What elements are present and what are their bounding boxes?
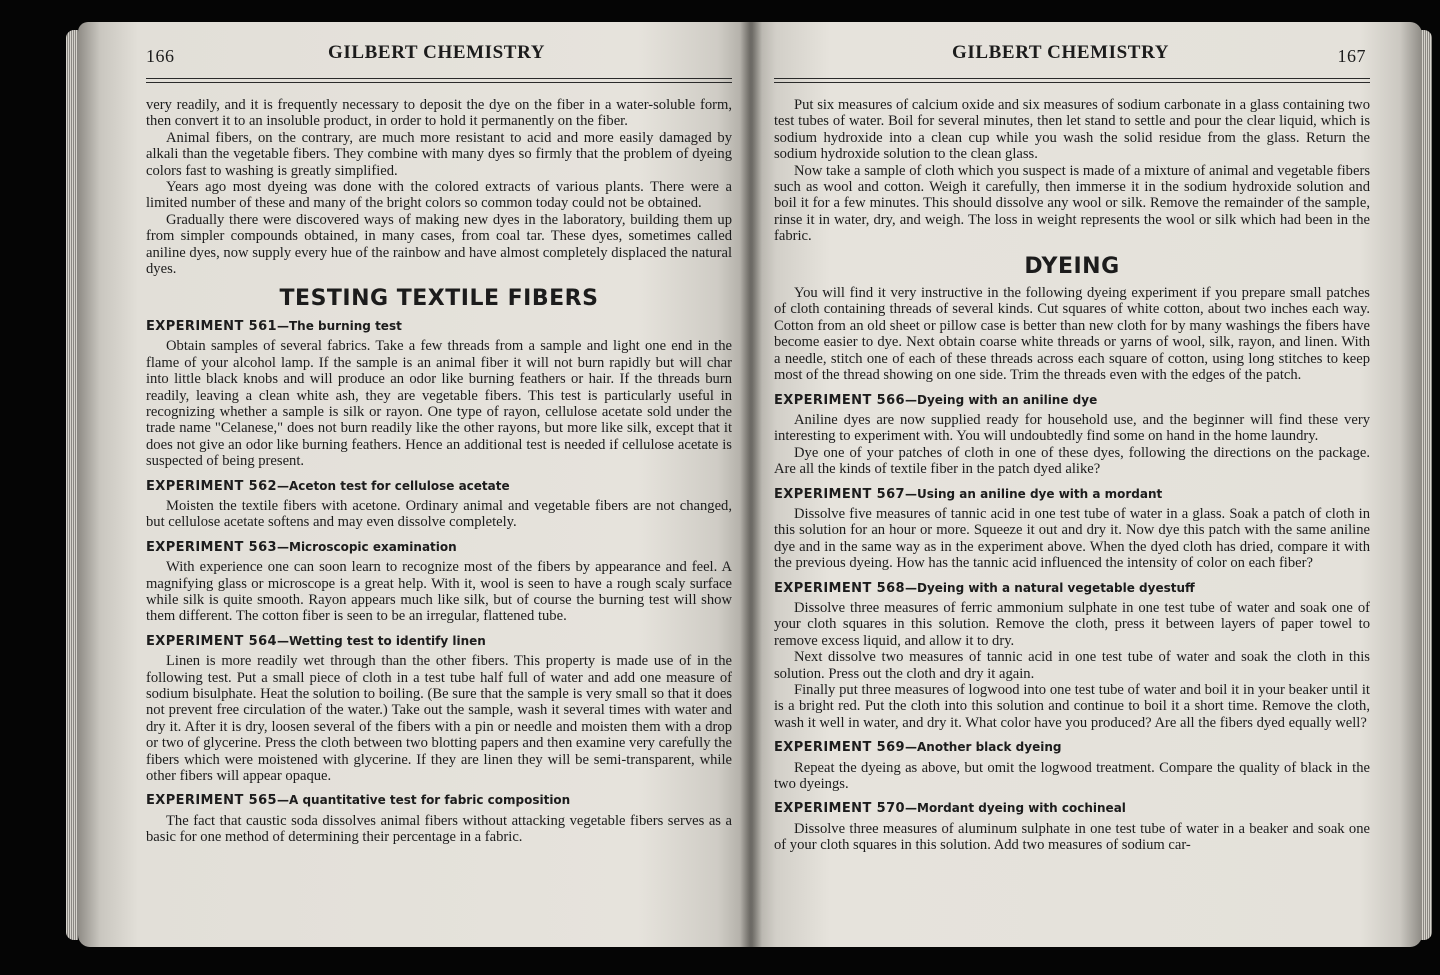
page-number: 167 <box>1337 46 1366 66</box>
experiment-heading: EXPERIMENT 567—Using an aniline dye with a mordant <box>774 486 1163 502</box>
paragraph: very readily, and it is frequently necessary to deposit the dye on the fiber in a water-soluble form, then convert it to an insoluble product, in order to hold it permanently on the fiber. <box>146 97 732 130</box>
paragraph: Moisten the textile fibers with acetone. Ordinary animal and vegetable fibers are not changed, but cellulose acetate softens and may even dissolve completely. <box>146 497 732 531</box>
paragraph: Years ago most dyeing was done with the colored extracts of various plants. There were a limited number of these and many of the bright colors so common today could not be obtained. <box>146 179 732 212</box>
experiment-heading: EXPERIMENT 564—Wetting test to identify linen <box>146 633 486 649</box>
paragraph: Dissolve three measures of ferric ammonium sulphate in one test tube of water and soak one of your cloth squares in this solution. Remove the cloth, press it between layers of paper towel to remove excess liquid, and allow it to dry. <box>774 599 1370 649</box>
paragraph: Finally put three measures of logwood into one test tube of water and boil it in your beaker until it is a bright red. Put the cloth into this solution and continue to boil it a short time. Remove the cloth, wash it well in water, and dry it. What color have you produced? Are all the fibers dyed equally well? <box>774 682 1370 731</box>
paragraph: Aniline dyes are now supplied ready for household use, and the beginner will find these very interesting to experiment with. You will undoubtedly find some on hand in the home laundry. <box>774 411 1370 445</box>
right-page-body <box>774 97 1370 854</box>
section-title: TESTING TEXTILE FIBERS <box>279 286 599 312</box>
paragraph: You will find it very instructive in the following dyeing experiment if you prepare small patches of cloth containing threads of several kinds. Cut squares of white cotton, about two inches each way. Cotton from an old sheet or pillow case is better than new cloth for by many washings the fibers have become easier to dye. Next obtain coarse white threads or yarns of wool, silk, rayon, and linen. With a needle, stitch one of each of these threads across each square of cotton, using long stitches to keep most of the thread showing on one side. Trim the threads even with the edges of the patch. <box>774 285 1370 384</box>
experiment-heading: EXPERIMENT 568—Dyeing with a natural vegetable dyestuff <box>774 580 1195 596</box>
paragraph: Repeat the dyeing as above, but omit the logwood treatment. Compare the quality of black in the two dyeings. <box>774 759 1370 793</box>
paragraph: Obtain samples of several fabrics. Take a few threads from a sample and light one end in the flame of your alcohol lamp. If the sample is an animal fiber it will not burn rapidly but will char into little black knobs and will produce an odor like burning feathers or hair. If the threads burn readily, leaving a clean white ash, they are vegetable fibers. This test is particularly useful in recognizing whether a sample is silk or rayon. One type of rayon, cellulose acetate sold under the trade name "Celanese," does not burn readily like the other rayons, but more like silk, except that it does not give an odor like burning feathers. Hence an additional test is needed if cellulose acetate is suspected of being present. <box>146 338 732 470</box>
paragraph: Now take a sample of cloth which you suspect is made of a mixture of animal and vegetable fibers such as wool and cotton. Weigh it carefully, then immerse it in the sodium hydroxide solution and boil it for a few minutes. This should dissolve any wool or silk. Remove the remainder of the sample, rinse it in water, dry, and weigh. The loss in weight represents the wool or silk which had been in the fabric. <box>774 162 1370 245</box>
paragraph: Dye one of your patches of cloth in one of these dyes, following the directions on the package. Are all the kinds of textile fiber in the patch dyed alike? <box>774 444 1370 478</box>
paragraph: Animal fibers, on the contrary, are much more resistant to acid and more easily damaged by alkali than the vegetable fibers. They combine with many dyes so firmly that the problem of dyeing colors fast to washing is greatly simplified. <box>146 129 732 179</box>
paragraph: Dissolve three measures of aluminum sulphate in one test tube of water in a beaker and soak one of your cloth squares in this solution. Add two measures of sodium car- <box>774 820 1370 854</box>
right-page <box>750 22 1422 947</box>
experiment-heading: EXPERIMENT 562—Aceton test for cellulose acetate <box>146 478 510 494</box>
page-number: 166 <box>146 46 175 66</box>
experiment-heading: EXPERIMENT 566—Dyeing with an aniline dye <box>774 392 1098 408</box>
left-page-edges <box>66 30 78 940</box>
paragraph: The fact that caustic soda dissolves animal fibers without attacking vegetable fibers serves as a basic for one method of determining their percentage in a fabric. <box>146 812 732 846</box>
experiment-heading: EXPERIMENT 561—The burning test <box>146 318 402 334</box>
section-title: DYEING <box>1024 253 1120 279</box>
paragraph: Put six measures of calcium oxide and six measures of sodium carbonate in a glass containing two test tubes of water. Boil for several minutes, then let stand to settle and pour the clear liquid, which is sodium hydroxide into a clean cup while you wash the solid residue from the glass. Return the sodium hydroxide solution to the clean glass. <box>774 97 1370 163</box>
left-page <box>78 22 750 947</box>
left-page-body <box>146 97 732 846</box>
paragraph: Next dissolve two measures of tannic acid in one test tube of water and soak the cloth in this solution. Press out the cloth and dry it again. <box>774 649 1370 682</box>
running-head: GILBERT CHEMISTRY <box>328 42 546 63</box>
right-page-header <box>774 42 1370 70</box>
paragraph: With experience one can soon learn to recognize most of the fibers by appearance and feel. A magnifying glass or microscope is a great help. With it, wool is seen to have a rough scaly surface while silk is quite smooth. Rayon appears much like silk, but of course the burning test will show them different. The cotton fiber is seen to be an irregular, flattened tube. <box>146 559 732 625</box>
left-page-header <box>146 42 732 70</box>
paragraph: Linen is more readily wet through than the other fibers. This property is made use of in the following test. Put a small piece of cloth in a test tube half full of water and add one measure of sodium bisulphate. Heat the solution to boiling. (Be sure that the sample is very small so that it does not prevent free circulation of the water.) Take out the sample, wash it several times with water and dry it. After it is dry, loosen several of the fibers with a pin or needle and moisten them with a drop or two of glycerine. Press the cloth between two blotting papers and then examine very carefully the fibers which were moistened with glycerine. If they are linen they will be semi-transparent, while other fibers will appear opaque. <box>146 653 732 785</box>
paragraph: Dissolve five measures of tannic acid in one test tube of water in a glass. Soak a patch of cloth in this solution for an hour or more. Squeeze it out and dry it. Now dye this patch with the same aniline dye and in the same way as in the experiment above. When the dyed cloth has dried, compare it with the previous dyeing. How has the tannic acid influenced the intensity of color on each fiber? <box>774 505 1370 572</box>
experiment-heading: EXPERIMENT 565—A quantitative test for fabric composition <box>146 793 571 809</box>
book-gutter <box>740 22 762 947</box>
experiment-heading: EXPERIMENT 563—Microscopic examination <box>146 539 457 555</box>
header-rule <box>146 78 732 83</box>
running-head: GILBERT CHEMISTRY <box>952 42 1170 63</box>
header-rule <box>774 78 1370 83</box>
paragraph: Gradually there were discovered ways of making new dyes in the laboratory, building them up from simpler compounds obtained, in many cases, from coal tar. These dyes, sometimes called aniline dyes, now supply every hue of the rainbow and have almost completely displaced the natural dyes. <box>146 211 733 278</box>
experiment-heading: EXPERIMENT 569—Another black dyeing <box>774 740 1062 756</box>
experiment-heading: EXPERIMENT 570—Mordant dyeing with cochineal <box>774 801 1126 817</box>
